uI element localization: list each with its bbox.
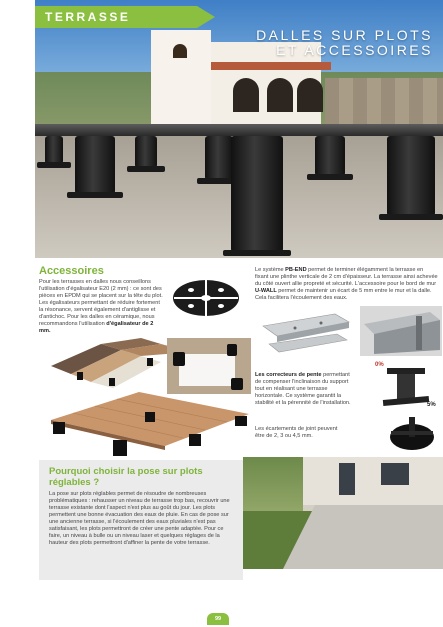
- page-number: 99: [207, 613, 229, 625]
- pedestal: [315, 136, 345, 176]
- window: [381, 463, 409, 485]
- pedestal: [45, 136, 63, 164]
- pedestal: [231, 136, 283, 252]
- terrace-slab: [35, 124, 443, 136]
- pedestal: [135, 136, 157, 168]
- text: permet de terminer élégamment la terrasse en fixant une plinthe verticale de 2 cm d'épaisseur. La terrasse ainsi achevée du côté ouvert allie propreté et sécurité. L'accessoire pour le bord de mur: [255, 267, 438, 287]
- house-arch: [233, 78, 259, 112]
- pedestal: [75, 136, 115, 194]
- text: Pour les terrasses en dalles nous conseillons l'utilisation d'égalisateur E20 (2 mm) : ce sont des pièces en EPDM qui se placent sur la tête du plot. Les égalisateurs permettant de réduire fortement la résonance, servent également d'antiglisse et d'antichoc. Pour les dalles en céramique, nous recommandons l'utilisation: [39, 279, 163, 327]
- terrace-photo: [243, 457, 443, 569]
- pedestal: [227, 344, 237, 356]
- pb-end-image: [360, 306, 442, 356]
- wood-deck-on-pedestals-image: [49, 390, 254, 456]
- pedestal: [387, 136, 435, 216]
- tower-window: [173, 44, 187, 58]
- pedestal: [173, 352, 185, 366]
- slope-label-0: 0%: [375, 362, 384, 368]
- house-roof: [211, 62, 331, 70]
- house-arch: [267, 78, 293, 112]
- tile: [179, 354, 235, 386]
- paragraph-pb-end: [255, 267, 438, 302]
- building-wall: [303, 457, 443, 505]
- paragraph-correcteurs: [255, 372, 353, 407]
- stone-wall: [325, 78, 443, 130]
- paragraph-egalisateur: [39, 279, 164, 335]
- category-label: TERRASSE: [45, 10, 131, 24]
- joint-spacer-image: [387, 415, 437, 453]
- text-bold: PB-END: [285, 267, 307, 273]
- egalisateur-disc-image: [171, 278, 241, 318]
- text: permet de maintenir un écart de 5 mm entre le mur et la dalle. Cela facilitera l'écoulement des eaux.: [255, 288, 432, 301]
- text: permettant de compenser l'inclinaison du support tout en réalisant une terrasse horizontale. Ce système garantit la stabilité et la pérennité de l'installation.: [255, 372, 351, 406]
- slope-label-5: 5%: [427, 402, 436, 408]
- catalog-page: [35, 0, 443, 627]
- why-box: [39, 460, 243, 580]
- slope-corrector-image: [363, 362, 443, 414]
- page-title: [233, 28, 433, 58]
- text: Le système: [255, 267, 286, 273]
- paragraph-ecartements: Les écartements de joint peuvent être de 2, 3 ou 4,5 mm.: [255, 426, 338, 439]
- why-text: La pose sur plots réglables permet de résoudre de nombreuses problématiques : rehausser un niveau de terrasse trop bas, recouvrir une terrasse existante dont l'aspect n'est plus au goût du jour. Les plots permettent une bonne évacuation des eaux de pluie. En cas de pose sur une ancienne terrasse, si l'écoulement des eaux pluviales n'est pas satisfaisant, les plots permettront de créer une pente adaptée. Pour ce faire, un niveau à bulle ou un niveau laser et quelques réglages de la hauteur des plots permettront d'affiner la pente de votre terrasse.: [49, 491, 230, 546]
- section-title-accessoires: Accessoires: [39, 265, 104, 277]
- text-bold: U-WALL: [255, 288, 277, 294]
- page-title-line1: DALLES SUR PLOTS: [256, 27, 433, 43]
- text-bold: Les correcteurs de pente: [255, 372, 322, 378]
- page-title-line2: ET ACCESSOIRES: [276, 42, 433, 58]
- house-arch: [297, 78, 323, 112]
- pedestal: [231, 378, 243, 390]
- window: [339, 463, 355, 495]
- corrector-base: [383, 396, 429, 406]
- u-wall-profile-image: [255, 306, 355, 356]
- pedestal: [205, 136, 233, 180]
- why-title: Pourquoi choisir la pose sur plots réglables ?: [49, 466, 203, 488]
- trees: [243, 457, 303, 517]
- text-bold: d'égalisateur de 2 mm.: [39, 321, 154, 334]
- hero-photo: [35, 0, 443, 258]
- slope-correction-photo: [167, 338, 251, 394]
- corrector-body: [397, 374, 415, 400]
